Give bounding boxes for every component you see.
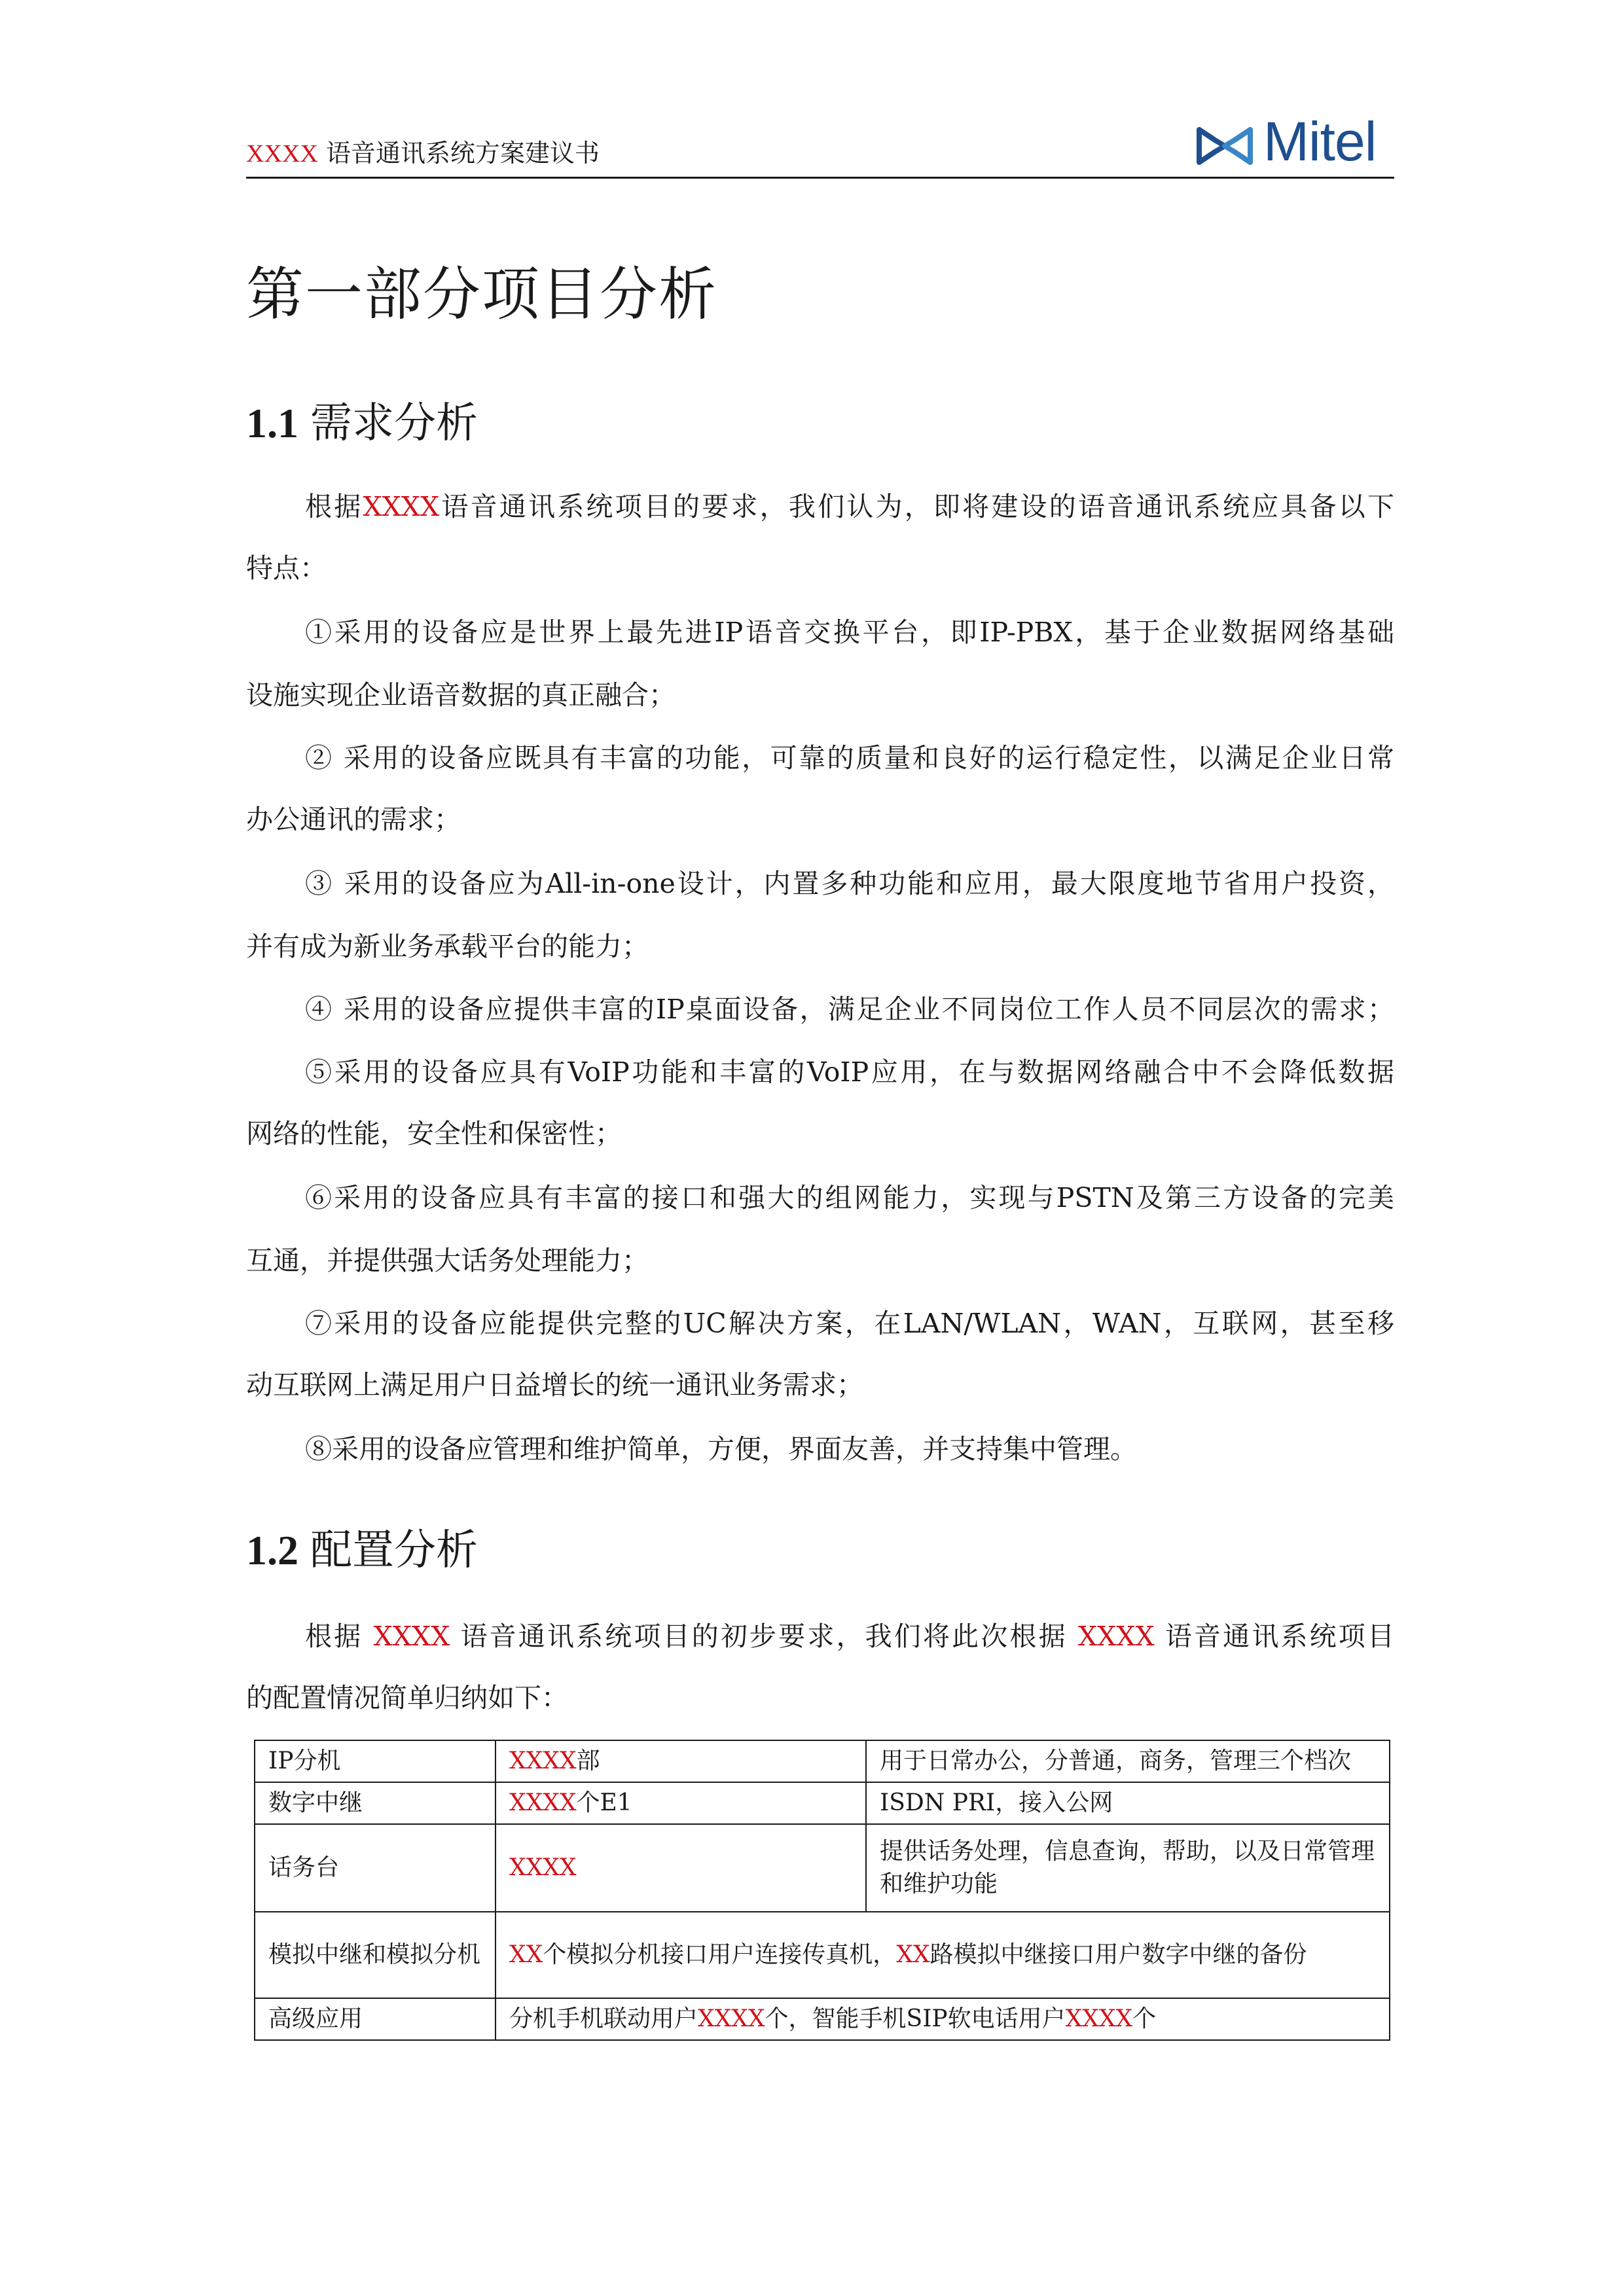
section-heading-1-2	[246, 1521, 478, 1580]
configuration-table	[254, 1740, 1390, 2041]
requirement-item-5-cont: 网络的性能，安全性和保密性；	[246, 1118, 622, 1149]
header-title-text: 语音通讯系统方案建议书	[317, 139, 600, 168]
requirement-item-8: ⑧采用的设备应管理和维护简单，方便，界面友善，并支持集中管理。	[305, 1433, 1137, 1465]
project-placeholder: XXXX	[1077, 1621, 1155, 1652]
table-cell: ISDN PRI，接入公网	[866, 1782, 1390, 1824]
paragraph-line: 的配置情况简单归纳如下：	[246, 1682, 568, 1713]
document-header-title	[246, 136, 600, 171]
table-cell: 数字中继	[255, 1782, 496, 1824]
requirement-item-4: ④ 采用的设备应提供丰富的IP桌面设备，满足企业不同岗位工作人员不同层次的需求；	[305, 994, 1394, 1025]
paragraph-line: 特点：	[246, 552, 327, 584]
mitel-logo	[1195, 111, 1405, 172]
requirement-item-3: ③ 采用的设备应为All-in-one设计，内置多种功能和应用，最大限度地节省用户投资，	[305, 868, 1394, 899]
table-cell: 话务台	[255, 1824, 496, 1912]
requirement-item-6: ⑥采用的设备应具有丰富的接口和强大的组网能力，实现与PSTN及第三方设备的完美	[305, 1182, 1394, 1213]
table-cell: XXXX	[496, 1824, 866, 1912]
requirement-item-3-cont: 并有成为新业务承载平台的能力；	[246, 931, 649, 962]
table-cell: 用于日常办公，分普通，商务，管理三个档次	[866, 1740, 1390, 1782]
table-row	[255, 1912, 1390, 1998]
paragraph-line: 根据 XXXX 语音通讯系统项目的初步要求，我们将此次根据 XXXX 语音通讯系统项目	[305, 1621, 1394, 1652]
table-row	[255, 1740, 1390, 1782]
logo-wordmark: Mitel	[1263, 111, 1377, 172]
section-heading-1-1	[246, 394, 478, 453]
section-number: 1.1	[246, 400, 298, 446]
table-cell: 提供话务处理，信息查询，帮助，以及日常管理和维护功能	[866, 1824, 1390, 1912]
header-project-placeholder: XXXX	[246, 140, 318, 168]
table-row	[255, 1998, 1390, 2040]
section-title: 配置分析	[310, 1526, 478, 1575]
section-title: 需求分析	[310, 399, 478, 448]
part-title: 第一部分项目分析	[246, 260, 718, 328]
requirement-item-1-cont: 设施实现企业语音数据的真正融合；	[246, 679, 676, 711]
table-cell: XXXX个E1	[496, 1782, 866, 1824]
requirement-item-5: ⑤采用的设备应具有VoIP功能和丰富的VoIP应用，在与数据网络融合中不会降低数据	[305, 1056, 1394, 1088]
project-placeholder: XXXX	[373, 1621, 450, 1652]
requirement-item-6-cont: 互通，并提供强大话务处理能力；	[246, 1245, 649, 1276]
table-cell: XXXX部	[496, 1740, 866, 1782]
requirement-item-7: ⑦采用的设备应能提供完整的UC解决方案，在LAN/WLAN，WAN，互联网，甚至移	[305, 1308, 1394, 1339]
mitel-logo-icon	[1195, 123, 1254, 169]
requirement-item-7-cont: 动互联网上满足用户日益增长的统一通讯业务需求；	[246, 1369, 863, 1401]
table-row	[255, 1782, 1390, 1824]
requirement-item-2: ② 采用的设备应既具有丰富的功能，可靠的质量和良好的运行稳定性，以满足企业日常	[305, 742, 1394, 774]
table-row	[255, 1824, 1390, 1912]
table-cell: 分机手机联动用户XXXX个，智能手机SIP软电话用户XXXX个	[496, 1998, 1390, 2040]
section-number: 1.2	[246, 1527, 298, 1573]
requirement-item-2-cont: 办公通讯的需求；	[246, 804, 461, 835]
requirement-item-1: ①采用的设备应是世界上最先进IP语音交换平台，即IP-PBX，基于企业数据网络基础	[305, 617, 1394, 648]
table-cell: XX个模拟分机接口用户连接传真机，XX路模拟中继接口用户数字中继的备份	[496, 1912, 1390, 1998]
table-cell: 高级应用	[255, 1998, 496, 2040]
header-divider	[246, 177, 1394, 179]
table-cell: 模拟中继和模拟分机	[255, 1912, 496, 1998]
paragraph-line: 根据XXXX语音通讯系统项目的要求，我们认为，即将建设的语音通讯系统应具备以下	[305, 491, 1395, 522]
table-cell: IP分机	[255, 1740, 496, 1782]
project-placeholder: XXXX	[363, 491, 440, 522]
